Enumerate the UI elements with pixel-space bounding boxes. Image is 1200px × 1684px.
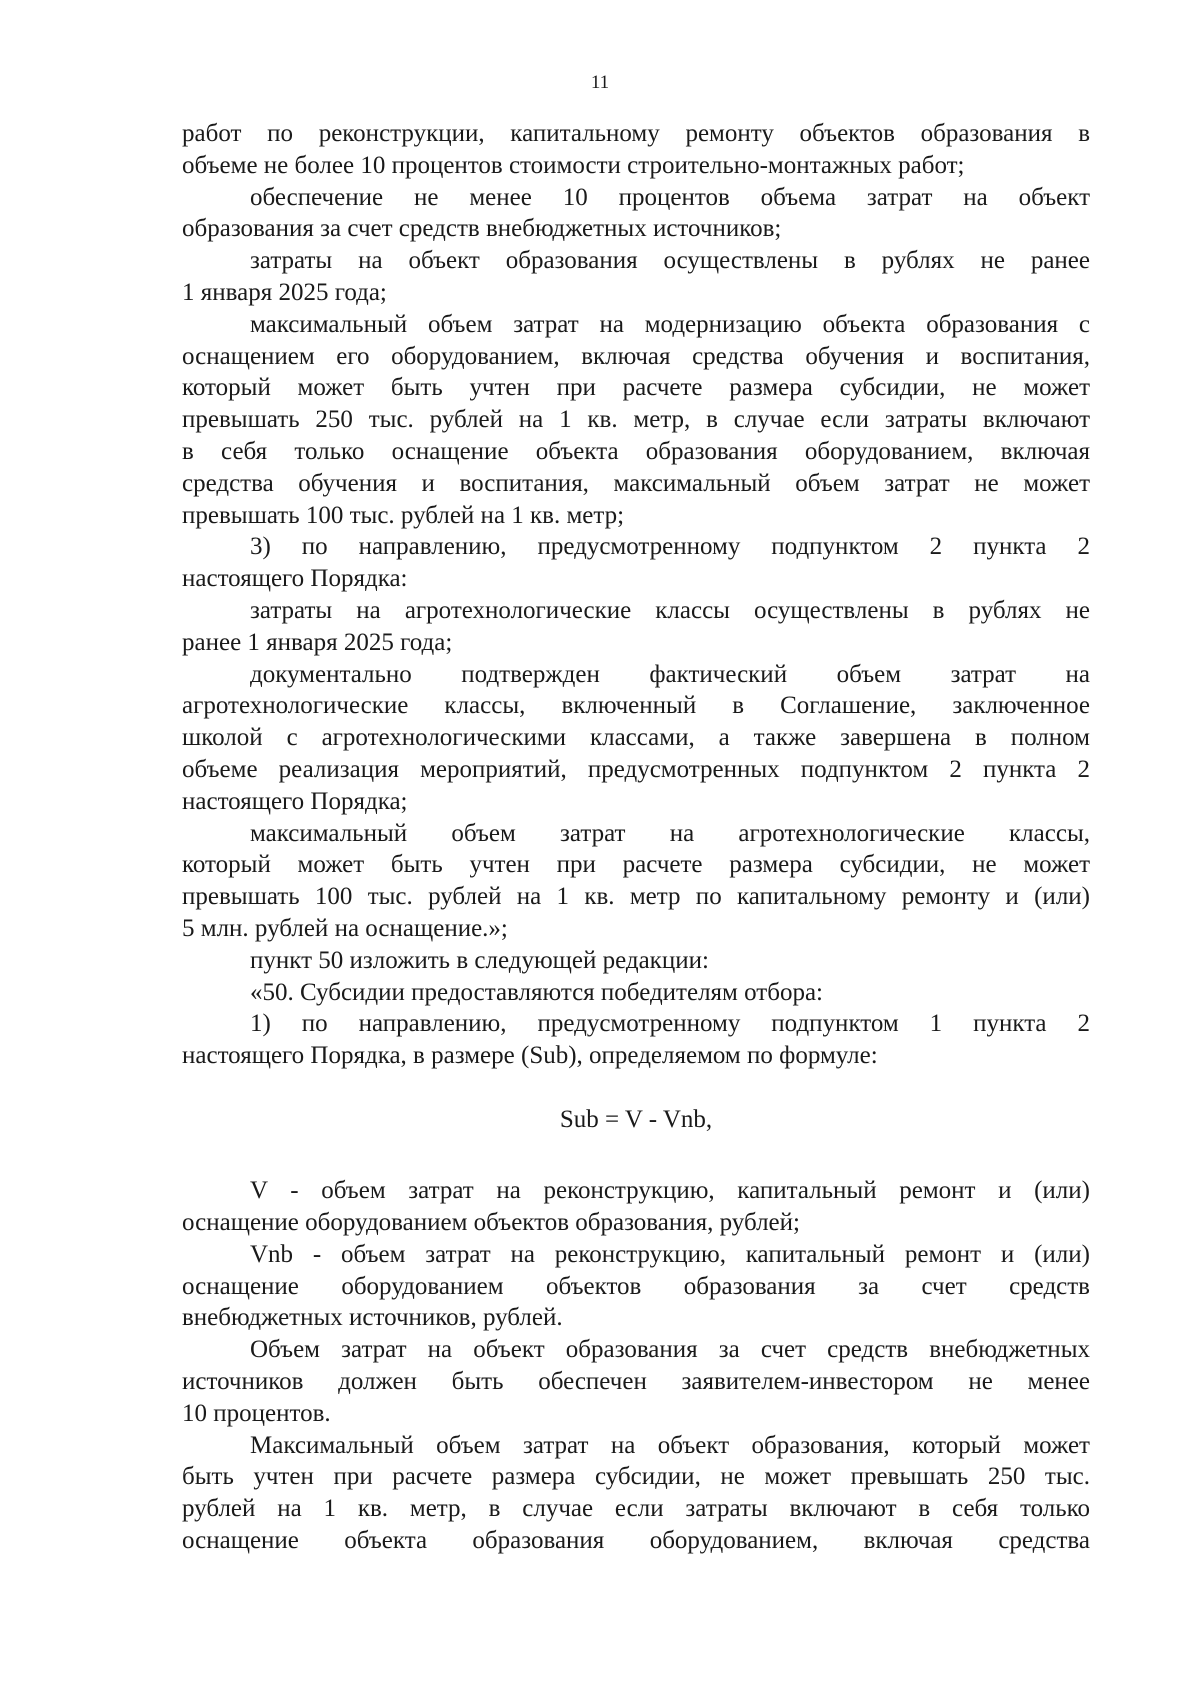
text-line: Максимальный объем затрат на объект образования, который может	[250, 1431, 1090, 1459]
text-line: внебюджетных источников, рублей.	[182, 1304, 563, 1332]
text-line: затраты на объект образования осуществлены в рублях не ранее	[250, 247, 1090, 275]
text-block-before-formula	[182, 118, 1090, 1072]
text-line: превышать 100 тыс. рублей на 1 кв. метр по капитальному ремонту и (или)	[182, 883, 1090, 911]
text-line: затраты на агротехнологические классы осуществлены в рублях не	[250, 596, 1090, 624]
text-line: обеспечение не менее 10 процентов объема затрат на объект	[250, 183, 1090, 211]
text-line: средства обучения и воспитания, максимальный объем затрат не может	[182, 469, 1090, 497]
text-line: превышать 100 тыс. рублей на 1 кв. метр;	[182, 501, 625, 529]
text-line: источников должен быть обеспечен заявителем-инвестором не менее	[182, 1368, 1090, 1396]
text-line: работ по реконструкции, капитальному ремонту объектов образования в	[182, 120, 1090, 147]
text-line: настоящего Порядка:	[182, 565, 408, 593]
spacer	[182, 1072, 1090, 1104]
text-line: Vnb - объем затрат на реконструкцию, капитальный ремонт и (или)	[250, 1240, 1090, 1268]
text-line: 10 процентов.	[182, 1399, 331, 1427]
text-line: ранее 1 января 2025 года;	[182, 628, 453, 656]
page-number: 11	[590, 72, 610, 93]
text-line: в себя только оснащение объекта образования оборудованием, включая	[182, 437, 1090, 465]
text-line: быть учтен при расчете размера субсидии, не может превышать 250 тыс.	[182, 1463, 1090, 1491]
text-line: оснащением его оборудованием, включая средства обучения и воспитания,	[182, 342, 1090, 370]
text-line: образования за счет средств внебюджетных источников;	[182, 215, 782, 243]
text-line: документально подтвержден фактический объем затрат на	[250, 660, 1090, 688]
text-line: 3) по направлению, предусмотренному подпунктом 2 пункта 2	[250, 533, 1090, 561]
spacer	[182, 1136, 1090, 1168]
formula: Sub = V - Vnb,	[559, 1105, 713, 1133]
body-text	[182, 118, 1090, 1557]
text-block-after-formula	[182, 1175, 1090, 1557]
text-line: 1 января 2025 года;	[182, 278, 387, 306]
text-line: превышать 250 тыс. рублей на 1 кв. метр, в случае если затраты включают	[182, 406, 1090, 434]
text-line: максимальный объем затрат на модернизацию объекта образования с	[250, 310, 1090, 338]
text-line: настоящего Порядка, в размере (Sub), определяемом по формуле:	[182, 1042, 878, 1070]
text-line: пункт 50 изложить в следующей редакции:	[250, 946, 709, 974]
text-line: оснащение оборудованием объектов образования за счет средств	[182, 1272, 1090, 1300]
text-line: школой с агротехнологическими классами, а также завершена в полном	[182, 724, 1090, 752]
text-line: 1) по направлению, предусмотренному подпунктом 1 пункта 2	[250, 1010, 1090, 1038]
text-line: настоящего Порядка;	[182, 787, 408, 815]
text-line: объеме реализация мероприятий, предусмотренных подпунктом 2 пункта 2	[182, 755, 1090, 783]
text-line: Объем затрат на объект образования за счет средств внебюджетных	[250, 1336, 1090, 1364]
text-line: который может быть учтен при расчете размера субсидии, не может	[182, 851, 1090, 879]
text-line: рублей на 1 кв. метр, в случае если затраты включают в себя только	[182, 1495, 1090, 1523]
text-line: агротехнологические классы, включенный в Соглашение, заключенное	[182, 692, 1090, 720]
text-line: 5 млн. рублей на оснащение.»;	[182, 914, 508, 942]
text-line: V - объем затрат на реконструкцию, капитальный ремонт и (или)	[250, 1177, 1090, 1205]
text-line: оснащение объекта образования оборудованием, включая средства	[182, 1527, 1090, 1555]
spacer	[182, 1167, 1090, 1175]
text-line: оснащение оборудованием объектов образования, рублей;	[182, 1209, 800, 1237]
text-line: «50. Субсидии предоставляются победителям отбора:	[250, 978, 823, 1006]
text-line: объеме не более 10 процентов стоимости строительно-монтажных работ;	[182, 151, 965, 179]
text-line: который может быть учтен при расчете размера субсидии, не может	[182, 374, 1090, 402]
text-line: максимальный объем затрат на агротехнологические классы,	[250, 819, 1090, 847]
